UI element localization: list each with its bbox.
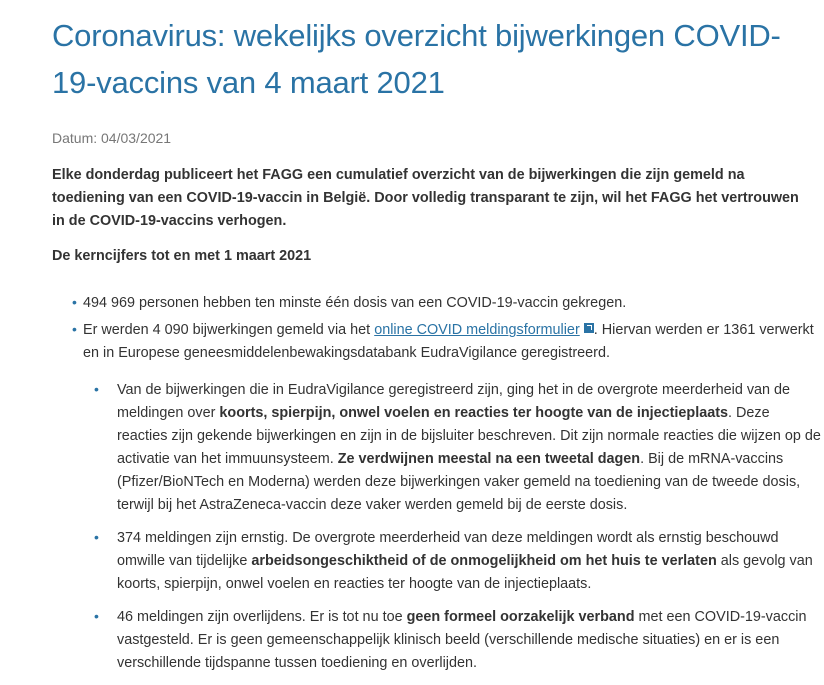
sub-item-deaths — [94, 606, 822, 675]
list-item-text-pre: Er werden 4 090 bijwerkingen gemeld via het — [83, 322, 375, 339]
sub-item-text: met een COVID-19-vaccin vastgesteld. Er is geen gemeenschappelijk klinisch beeld (verschillende medische situaties) en er is een verschillende tijdspanne tussen toediening en overlijden. — [117, 609, 807, 672]
list-item-reports — [52, 319, 822, 675]
link-label: online COVID meldingsformulier — [374, 322, 580, 339]
article — [52, 0, 822, 685]
sub-item-emphasis: koorts, spierpijn, onwel voelen en reacties ter hoogte van de injectieplaats — [219, 405, 729, 422]
intro-paragraph: Elke donderdag publiceert het FAGG een cumulatief overzicht van de bijwerkingen die zijn gemeld na toediening van een COVID-19-vaccin in België. Door volledig transparant te zijn, wil het FAGG het vertrouwen in de COVID-19-vaccins verhogen. — [52, 167, 799, 229]
list-item-text: 494 969 personen hebben ten minste één dosis van een COVID-19-vaccin gekregen. — [83, 295, 627, 312]
sub-item-text: 46 meldingen zijn overlijdens. Er is tot nu toe — [117, 609, 407, 626]
sub-item-text: 374 meldingen zijn ernstig. De overgrote meerderheid van deze meldingen wordt als ernstig beschouwd omwille van tijdelijke — [117, 530, 779, 570]
sub-item-common-reactions — [94, 379, 822, 517]
publication-date: Datum: 04/03/2021 — [52, 130, 172, 146]
page-title: Coronavirus: wekelijks overzicht bijwerkingen COVID-19-vaccins van 4 maart 2021 — [52, 18, 781, 100]
sub-item-text: . Deze reacties zijn gekende bijwerkingen en zijn in de bijsluiter beschreven. Dit zijn normale reacties die wijzen op de activatie van het immuunsysteem. — [117, 405, 821, 468]
bullet-dot-icon: • — [94, 381, 99, 398]
key-figures-heading: De kerncijfers tot en met 1 maart 2021 — [52, 248, 312, 265]
external-link-icon[interactable] — [584, 323, 594, 333]
sub-item-emphasis: arbeidsongeschiktheid of de onmogelijkheid om het huis te verlaten — [251, 553, 717, 570]
key-figures-list — [52, 292, 822, 675]
sub-item-text: Van de bijwerkingen die in EudraVigilance geregistreerd zijn, ging het in de overgrote meerderheid van de meldingen over — [117, 382, 791, 422]
bullet-dot-icon: • — [72, 321, 77, 338]
sub-item-text: als gevolg van koorts, spierpijn, onwel voelen en reacties ter hoogte van de injectieplaats. — [117, 553, 813, 593]
sub-item-emphasis: geen formeel oorzakelijk verband — [406, 609, 635, 626]
list-item-text-post: . Hiervan werden er 1361 verwerkt en in Europese geneesmiddelenbewakingsdatabank EudraVigilance geregistreerd. — [83, 322, 814, 362]
bullet-dot-icon: • — [94, 529, 99, 546]
online-covid-form-link[interactable] — [374, 322, 580, 338]
sub-list — [94, 379, 822, 675]
sub-item-text: . Bij de mRNA-vaccins (Pfizer/BioNTech en Moderna) werden deze bijwerkingen vaker gemeld na toediening van de tweede dosis, terwijl bij het AstraZeneca-vaccin deze vaker werden gemeld bij de eerste dosis. — [117, 451, 801, 514]
list-item-vaccinated — [52, 292, 822, 315]
bullet-dot-icon: • — [72, 294, 77, 311]
sub-item-emphasis: Ze verdwijnen meestal na een tweetal dagen — [337, 451, 641, 468]
sub-item-serious — [94, 527, 822, 596]
bullet-dot-icon: • — [94, 608, 99, 625]
